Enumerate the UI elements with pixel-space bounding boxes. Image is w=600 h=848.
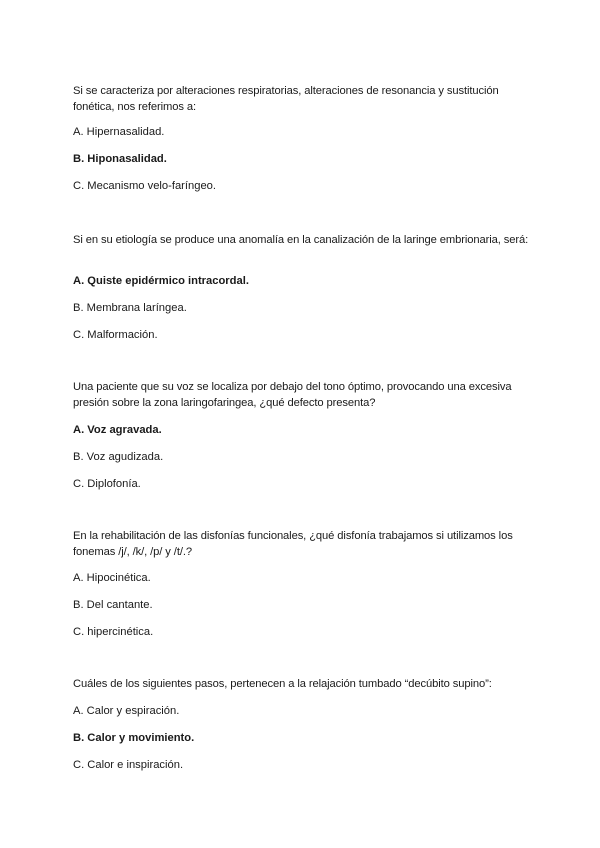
option-c: C. Diplofonía.	[73, 478, 141, 490]
option-b-correct: B. Hiponasalidad.	[73, 153, 167, 165]
option-a-correct: A. Quiste epidérmico intracordal.	[73, 275, 249, 287]
option-b: B. Voz agudizada.	[73, 451, 164, 463]
option-a: A. Hipernasalidad.	[73, 126, 165, 138]
option-b: B. Membrana laríngea.	[73, 302, 187, 314]
question-1	[73, 83, 533, 192]
question-stem: En la rehabilitación de las disfonías funcionales, ¿qué disfonía trabajamos si utilizamos los fonemas /j/, /k/, /p/ y /t/.?	[73, 530, 513, 558]
option-c: C. hipercinética.	[73, 626, 154, 638]
question-stem: Si se caracteriza por alteraciones respiratorias, alteraciones de resonancia y sustitución fonética, nos referimos a:	[73, 85, 499, 113]
option-a: A. Calor y espiración.	[73, 705, 180, 717]
question-4	[73, 528, 533, 638]
question-stem: Una paciente que su voz se localiza por debajo del tono óptimo, provocando una excesiva presión sobre la zona laringofaringea, ¿qué defecto presenta?	[73, 381, 512, 409]
option-c: C. Mecanismo velo-faríngeo.	[73, 180, 217, 192]
option-c: C. Malformación.	[73, 329, 158, 341]
option-c: C. Calor e inspiración.	[73, 759, 184, 771]
question-5	[73, 676, 533, 771]
question-3	[73, 379, 533, 490]
option-a: A. Hipocinética.	[73, 572, 151, 584]
option-b-correct: B. Calor y movimiento.	[73, 732, 195, 744]
question-2	[73, 232, 533, 341]
option-a-correct: A. Voz agravada.	[73, 424, 162, 436]
question-stem: Si en su etiología se produce una anomalía en la canalización de la laringe embrionaria, será:	[73, 234, 529, 246]
question-stem: Cuáles de los siguientes pasos, pertenecen a la relajación tumbado “decúbito supino”:	[73, 678, 492, 690]
option-b: B. Del cantante.	[73, 599, 153, 611]
